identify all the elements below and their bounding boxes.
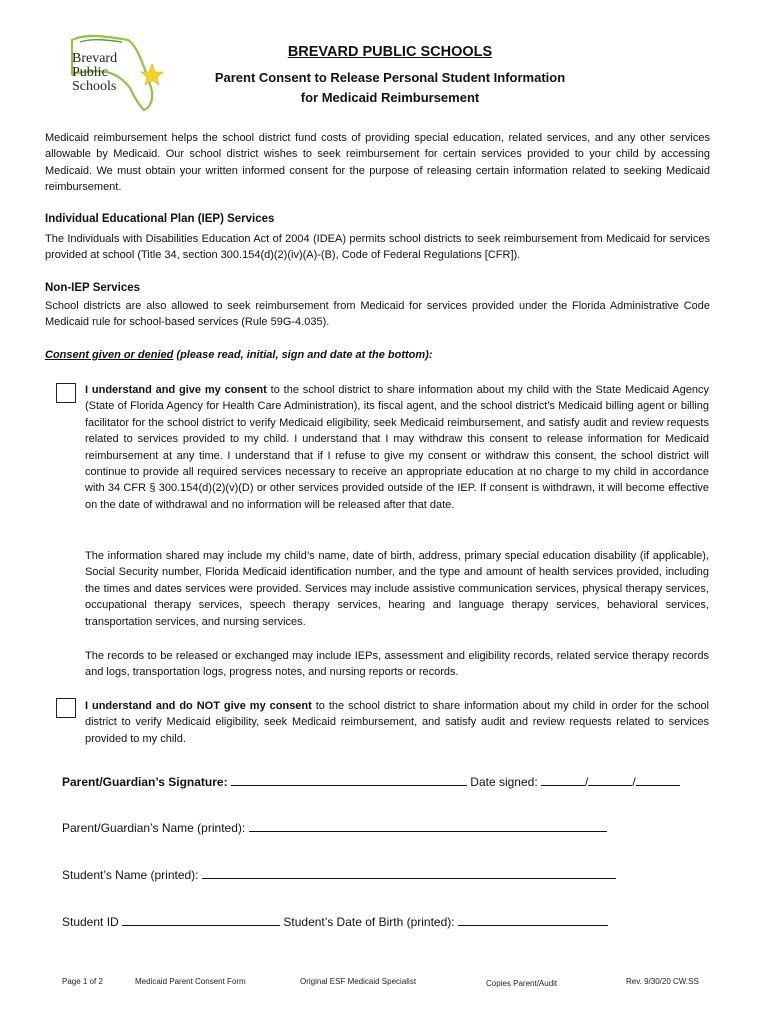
footer-page-number: Page 1 of 2 xyxy=(62,977,103,986)
non-iep-paragraph: School districts are also allowed to seek reimbursement from Medicaid for services provided under the Florida Administrative Code Medicaid rule for school-based services (Rule 59G-4.035). xyxy=(45,300,710,329)
parent-name-row xyxy=(62,819,607,835)
student-name-field[interactable] xyxy=(202,866,616,879)
student-name-row xyxy=(62,866,616,882)
records-paragraph: The records to be released or exchanged may include IEPs, assessment and eligibility records, related service therapy records and logs, transportation logs, progress notes, and nursing reports or records. xyxy=(85,650,709,679)
deny-consent-bold: I understand and do NOT give my consent xyxy=(85,700,312,712)
iep-heading: Individual Educational Plan (IEP) Services xyxy=(45,213,275,225)
footer-original: Original ESF Medicaid Specialist xyxy=(300,977,417,986)
parent-name-label: Parent/Guardian’s Name (printed): xyxy=(62,821,246,835)
document-title: BREVARD PUBLIC SCHOOLS xyxy=(287,44,493,60)
date-year-field[interactable] xyxy=(636,773,680,786)
signature-label: Parent/Guardian’s Signature: xyxy=(62,775,228,789)
footer-copies: Copies Parent/Audit xyxy=(486,979,558,988)
date-signed-label: Date signed: xyxy=(470,775,538,789)
parent-name-field[interactable] xyxy=(249,819,607,832)
logo-wordmark xyxy=(72,52,142,94)
date-month-field[interactable] xyxy=(541,773,585,786)
student-name-label: Student’s Name (printed): xyxy=(62,868,199,882)
consent-heading-underlined: Consent given or denied xyxy=(45,349,174,361)
give-consent-text: to the school district to share information about my child with the State Medicaid Agency (State of Florida Agency for Health Care Administration), its fiscal agent, and the school district’s Medicaid billing agent or billing facilitator for the school district to verify Medicaid eligibility, seek Medicaid reimbursement, and satisfy audit and review requests related to services provided to my child. I understand that I may withdraw this consent to release information for Medicaid reimbursement at any time. I understand that if I refuse to give my consent or withdraw this consent, the school district will continue to provide all required services necessary to receive an appropriate education at no charge to my child in accordance with 34 CFR § 300.154(d)(2)(v)(D) or other services provided outside of the IEP. If consent is withdrawn, it will become effective on the date of withdrawal and no information will be released after that date. xyxy=(85,384,709,511)
document-subtitle-2: for Medicaid Reimbursement xyxy=(300,90,480,105)
deny-consent-paragraph xyxy=(85,698,709,747)
give-consent-paragraph xyxy=(85,382,709,513)
iep-paragraph: The Individuals with Disabilities Education Act of 2004 (IDEA) permits school districts to seek reimbursement from Medicaid for services provided at school (Title 34, section 300.154(d)(2)(iv)(A)-(B), Code of Federal Regulations [CFR]). xyxy=(45,233,710,262)
student-id-label: Student ID xyxy=(62,915,119,929)
signature-field[interactable] xyxy=(231,773,467,786)
intro-paragraph: Medicaid reimbursement helps the school district fund costs of providing special education, related services, and any other services allowable by Medicaid. Our school district wishes to seek reimbursement for certain services provided to your child by accessing Medicaid. We must obtain your written informed consent for the purpose of releasing certain information related to seeking Medicaid reimbursement. xyxy=(45,132,710,194)
document-subtitle-1: Parent Consent to Release Personal Student Information xyxy=(214,70,566,85)
document-header xyxy=(180,44,600,108)
student-id-row xyxy=(62,913,608,929)
logo-line-3: Schools xyxy=(72,79,117,94)
student-id-field[interactable] xyxy=(122,913,280,926)
non-iep-heading: Non-IEP Services xyxy=(45,282,141,294)
logo-line-2: Public xyxy=(72,65,108,80)
give-consent-checkbox[interactable] xyxy=(56,383,76,403)
consent-heading xyxy=(45,349,433,361)
give-consent-bold: I understand and give my consent xyxy=(85,384,267,396)
shared-info-paragraph: The information shared may include my child’s name, date of birth, address, primary special education disability (if applicable), Social Security number, Florida Medicaid identification number, and the type and amount of health services provided, including the times and dates services were provided. Services may include assistive communication services, physical therapy services, occupational therapy services, speech therapy services, hearing and language therapy services, behavioral services, transportation services, and nursing services. xyxy=(85,550,709,628)
date-day-field[interactable] xyxy=(588,773,632,786)
logo-line-1: Brevard xyxy=(72,51,118,66)
deny-consent-checkbox[interactable] xyxy=(56,698,76,718)
footer-revision: Rev. 9/30/20 CW.SS xyxy=(626,977,699,986)
deny-consent-text: to the school district to share information about my child in order for the school district to verify Medicaid eligibility, seek Medicaid reimbursement, and satisfy audit and review requests related to services provided to my child. xyxy=(85,700,710,745)
footer-form-name: Medicaid Parent Consent Form xyxy=(135,977,246,986)
signature-row: Parent/Guardian’s Signature: Date signed: / / xyxy=(62,773,680,789)
dob-label: Student’s Date of Birth (printed): xyxy=(283,915,455,929)
dob-field[interactable] xyxy=(458,913,608,926)
consent-heading-rest: (please read, initial, sign and date at the bottom): xyxy=(173,349,433,361)
